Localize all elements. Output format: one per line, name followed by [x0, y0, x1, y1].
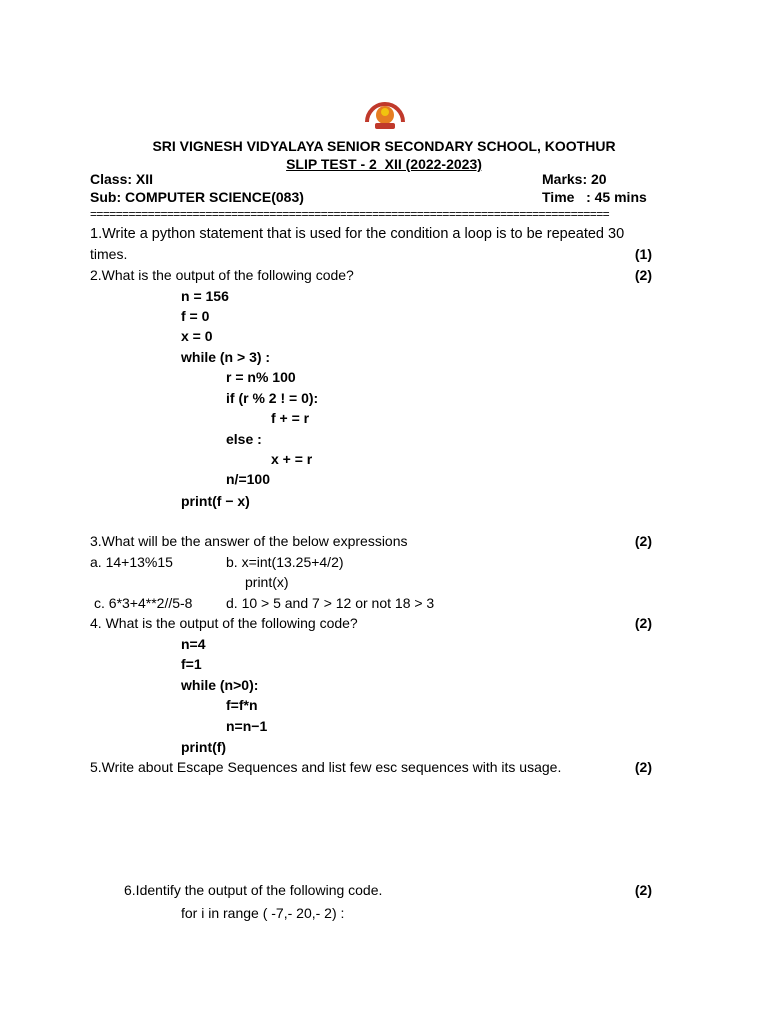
class-label: Class: XII: [90, 171, 154, 187]
q2-code-line: f + = r: [271, 410, 310, 426]
marks-label: Marks: 20: [542, 171, 607, 187]
q3-option-c: c. 6*3+4**2//5-8: [94, 595, 193, 611]
question-4-text: 4. What is the output of the following code?: [90, 615, 358, 631]
question-6-marks: (2): [634, 882, 652, 898]
q4-code-line: f=f*n: [226, 697, 258, 713]
school-name: SRI VIGNESH VIDYALAYA SENIOR SECONDARY SCHOOL, KOOTHUR: [152, 138, 616, 154]
question-1-line-1: 1.Write a python statement that is used for the condition a loop is to be repeated 30: [90, 226, 625, 242]
question-5-text: 5.Write about Escape Sequences and list few esc sequences with its usage.: [90, 759, 562, 775]
question-3-marks: (2): [634, 533, 652, 549]
q4-code-line: print(f): [181, 739, 227, 755]
q4-code-line: while (n>0):: [181, 677, 259, 693]
question-2-marks: (2): [634, 267, 652, 283]
question-1-marks: (1): [634, 246, 652, 262]
q2-code-line: x = 0: [181, 328, 213, 344]
q2-code-line: x + = r: [271, 451, 313, 467]
school-logo: [361, 98, 409, 134]
time-label: Time : 45 mins: [542, 189, 647, 205]
q4-code-line: f=1: [181, 656, 202, 672]
q3-option-d: d. 10 > 5 and 7 > 12 or not 18 > 3: [226, 595, 435, 611]
test-title: SLIP TEST - 2 XII (2022-2023): [286, 156, 482, 172]
q4-code-line: n=n−1: [226, 718, 268, 734]
q2-code-line: n/=100: [226, 471, 270, 487]
question-6-text: 6.Identify the output of the following code.: [124, 882, 383, 898]
q2-code-line: if (r % 2 ! = 0):: [226, 390, 319, 406]
q2-code-line: n = 156: [181, 288, 229, 304]
question-2-text: 2.What is the output of the following code?: [90, 267, 354, 283]
q2-code-line: print(f − x): [181, 493, 250, 509]
question-3-text: 3.What will be the answer of the below expressions: [90, 533, 408, 549]
q4-code-line: n=4: [181, 636, 206, 652]
subject-label: Sub: COMPUTER SCIENCE(083): [90, 189, 304, 205]
q2-code-line: f = 0: [181, 308, 210, 324]
q2-code-line: r = n% 100: [226, 369, 296, 385]
q2-code-line: while (n > 3) :: [181, 349, 271, 365]
divider: =================================================================================: [90, 207, 610, 221]
q3-option-b-line-2: print(x): [245, 574, 289, 590]
q3-option-b: b. x=int(13.25+4/2): [226, 554, 344, 570]
q3-option-a: a. 14+13%15: [90, 554, 173, 570]
q2-code-line: else :: [226, 431, 262, 447]
question-1-line-2: times.: [90, 246, 128, 262]
question-4-marks: (2): [634, 615, 652, 631]
q6-code-line: for i in range ( -7,- 20,- 2) :: [181, 905, 345, 921]
question-5-marks: (2): [634, 759, 652, 775]
